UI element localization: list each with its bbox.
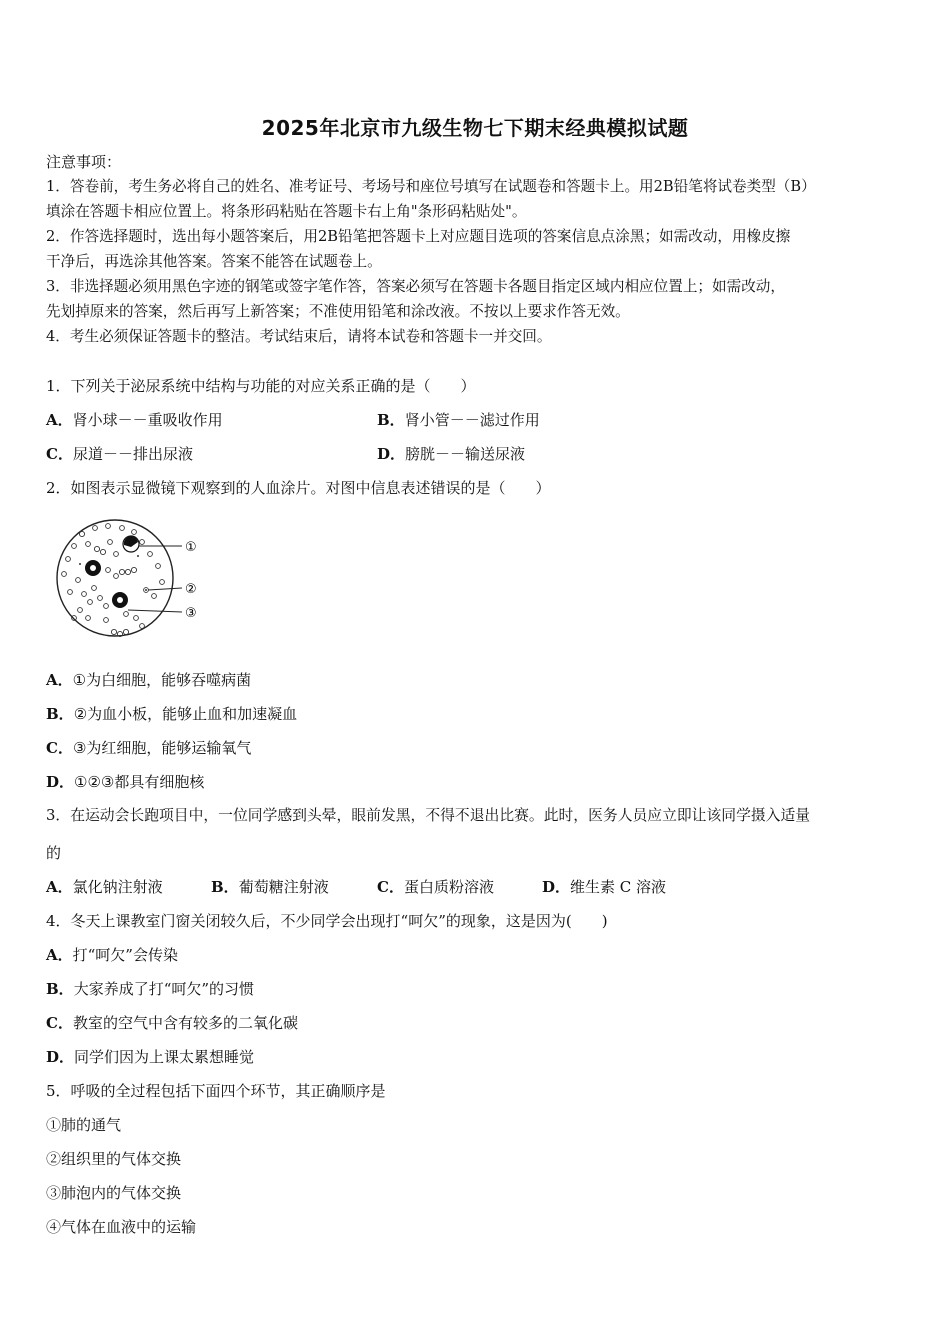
- option-text: 氯化钠注射液: [72, 878, 163, 896]
- label-line-2: [148, 588, 182, 590]
- option-text: 尿道－－排出尿液: [72, 445, 193, 463]
- figure-label-1: ①: [185, 540, 197, 555]
- option-label: B．: [211, 878, 239, 896]
- option-label: C．: [46, 445, 73, 463]
- question-1-option-c: [46, 444, 193, 464]
- option-text: 大家养成了打“呵欠”的习惯: [73, 980, 255, 998]
- notice-line: 4．考生必须保证答题卡的整洁。考试结束后，请将本试卷和答题卡一并交回。: [46, 328, 552, 345]
- question-1-option-a: [46, 410, 223, 430]
- question-1-option-d: [377, 444, 525, 464]
- figure-label-2: ②: [185, 582, 197, 597]
- option-label: A．: [46, 411, 73, 429]
- option-text: ①②③都具有细胞核: [74, 773, 205, 791]
- option-text: 打“呵欠”会传染: [72, 946, 178, 964]
- question-5-item: ②组织里的气体交换: [46, 1150, 182, 1168]
- white-blood-cell-nucleus: [90, 565, 96, 571]
- question-2-option-c: [46, 738, 251, 758]
- option-text: ②为血小板，能够止血和加速凝血: [73, 705, 298, 723]
- question-4-option-d: [46, 1047, 254, 1067]
- question-3-stem: 3．在运动会长跑项目中，一位同学感到头晕，眼前发黑，不得不退出比赛。此时，医务人员应立即让该同学摄入适量: [46, 807, 811, 824]
- label-line-3: [128, 610, 182, 612]
- question-2-option-b: [46, 704, 297, 724]
- option-label: C．: [46, 739, 73, 757]
- question-5-item: ①肺的通气: [46, 1116, 122, 1134]
- notice-line: 干净后，再选涂其他答案。答案不能答在试题卷上。: [46, 253, 382, 270]
- option-label: A．: [46, 946, 73, 964]
- option-text: 同学们因为上课太累想睡觉: [74, 1048, 255, 1066]
- option-text: 维生素 C 溶液: [570, 878, 667, 896]
- exam-title: 2025年北京市九级生物七下期末经典模拟试题: [261, 116, 689, 140]
- option-label: B．: [46, 980, 74, 998]
- option-label: B．: [46, 705, 74, 723]
- question-5-item: ④气体在血液中的运输: [46, 1218, 197, 1236]
- question-1-stem: 1．下列关于泌尿系统中结构与功能的对应关系正确的是（ ）: [46, 377, 476, 395]
- question-3-option-b: [211, 877, 329, 897]
- option-label: A．: [46, 671, 73, 689]
- option-label: D．: [377, 445, 406, 463]
- notice-line: 填涂在答题卡相应位置上。将条形码粘贴在答题卡右上角"条形码粘贴处"。: [46, 203, 527, 220]
- option-label: C．: [46, 1014, 73, 1032]
- option-text: 蛋白质粉溶液: [403, 878, 494, 896]
- question-2-option-a: [46, 670, 251, 690]
- option-label: A．: [46, 878, 73, 896]
- option-label: C．: [377, 878, 404, 896]
- figure-label-3: ③: [185, 606, 197, 621]
- option-text: 葡萄糖注射液: [238, 878, 329, 896]
- option-label: D．: [46, 773, 75, 791]
- notice-line: 3．非选择题必须用黑色字迹的钢笔或签字笔作答，答案必须写在答题卡各题目指定区域内相应位置上；如需改动，: [46, 278, 785, 295]
- question-3-option-c: [377, 877, 494, 897]
- question-4-option-b: [46, 979, 254, 999]
- question-3-option-d: [542, 877, 666, 897]
- question-4-option-a: [46, 945, 178, 965]
- option-label: D．: [542, 878, 571, 896]
- question-3-stem-cont: 的: [46, 844, 62, 862]
- option-text: 膀胱－－输送尿液: [405, 445, 526, 463]
- option-text: 教室的空气中含有较多的二氧化碳: [72, 1014, 298, 1032]
- option-text: ①为白细胞，能够吞噬病菌: [72, 671, 252, 689]
- question-4-option-c: [46, 1013, 298, 1033]
- option-text: ③为红细胞，能够运输氧气: [72, 739, 252, 757]
- red-blood-cells: [62, 524, 165, 637]
- option-label: B．: [377, 411, 405, 429]
- blood-smear-figure: [50, 514, 210, 644]
- option-text: 肾小球－－重吸收作用: [72, 411, 223, 429]
- question-3-option-a: [46, 877, 163, 897]
- option-label: D．: [46, 1048, 75, 1066]
- option-text: 肾小管－－滤过作用: [404, 411, 540, 429]
- question-1-option-b: [377, 410, 540, 430]
- question-2-stem: 2．如图表示显微镜下观察到的人血涂片。对图中信息表述错误的是（ ）: [46, 479, 551, 497]
- question-4-stem: 4．冬天上课教室门窗关闭较久后，不少同学会出现打“呵欠”的现象，这是因为( ): [46, 912, 608, 930]
- notice-line: 2．作答选择题时，选出每小题答案后，用2B铅笔把答题卡上对应题目选项的答案信息点涂黑；如需改动，用橡皮擦: [46, 228, 791, 245]
- question-5-stem: 5．呼吸的全过程包括下面四个环节，其正确顺序是: [46, 1082, 386, 1100]
- notice-line: 先划掉原来的答案，然后再写上新答案；不准使用铅笔和涂改液。不按以上要求作答无效。: [46, 303, 630, 320]
- white-blood-cell-nucleus: [117, 597, 123, 603]
- notice-line: 1．答卷前，考生务必将自己的姓名、准考证号、考场号和座位号填写在试题卷和答题卡上。用2B铅笔将试卷类型（B）: [46, 178, 816, 195]
- question-2-option-d: [46, 772, 204, 792]
- notice-heading: 注意事项：: [46, 153, 122, 171]
- question-5-item: ③肺泡内的气体交换: [46, 1184, 182, 1202]
